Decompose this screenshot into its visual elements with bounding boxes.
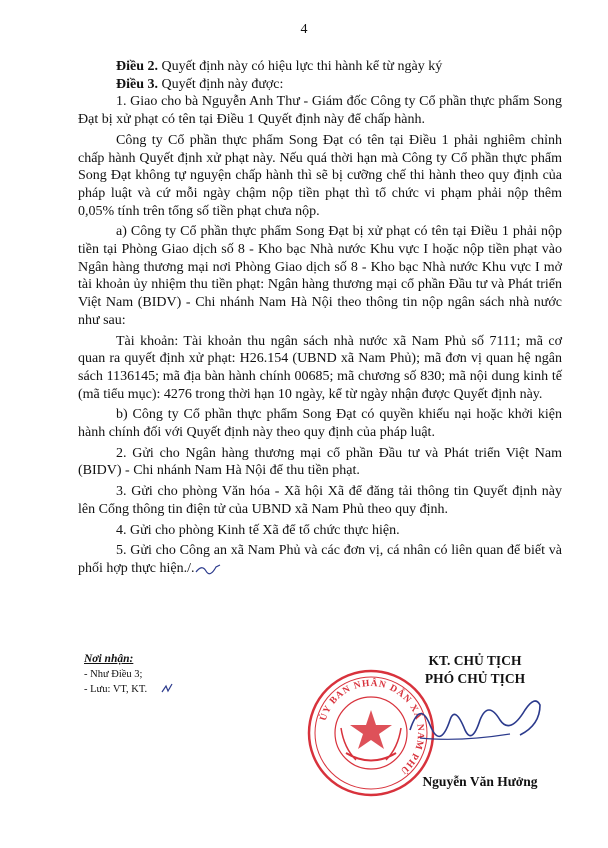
seal-text: ỦY BAN NHÂN DÂN XÃ NAM PHỦ bbox=[318, 678, 426, 776]
signer-line-2: PHÓ CHỦ TỊCH bbox=[424, 671, 526, 686]
paragraph-4: Tài khoản: Tài khoản thu ngân sách nhà nước xã Nam Phủ số 7111; mã cơ quan ra quyết định xử phạt: H26.154 (UBND xã Nam Phủ); mã đơn vị quan hệ ngân sách 1136145; mã địa bàn hành chính 00685; mã chương số 830; mã nội dung kinh tế (mã tiểu mục): 4276 trong thời hạn 10 ngày, kể từ ngày nhận được Quyết định này. bbox=[78, 333, 562, 402]
article-2-label: Điều 2. bbox=[116, 59, 158, 74]
paragraph-2: Công ty Cổ phần thực phẩm Song Đạt có tên tại Điều 1 phải nghiêm chỉnh chấp hành Quyết định xử phạt này. Nếu quá thời hạn mà Công ty Cổ phần thực phẩm Song Đạt không tự nguyện chấp hành thì sẽ bị cưỡng chế thi hành theo quy định của pháp luật và cứ mỗi ngày chậm nộp tiền phạt thì tổ chức vi phạm phải nộp thêm 0,05% tính trên tổng số tiền phạt chưa nộp. bbox=[78, 132, 562, 219]
paragraph-5: b) Công ty Cổ phần thực phẩm Song Đạt có quyền khiếu nại hoặc khởi kiện hành chính đối với Quyết định này theo quy định của pháp luật. bbox=[78, 407, 562, 441]
paragraph-3: a) Công ty Cổ phần thực phẩm Song Đạt bị xử phạt có tên tại Điều 1 phải nộp tiền tại Phòng Giao dịch số 8 - Kho bạc Nhà nước Khu vực I hoặc nộp tiền phạt vào Ngân hàng thương mại nơi Phòng Giao dịch số 8 - Kho bạc Nhà nước Khu vực I mở tài khoản ủy nhiệm thu tiền phạt: Ngân hàng thương mại cổ phần Đầu tư và Phát triển Việt Nam (BIDV) - Chi nhánh Nam Hà Nội theo thông tin nộp ngân sách nhà nước như sau: bbox=[78, 224, 562, 328]
recipients-heading: Nơi nhận: bbox=[84, 653, 134, 665]
document-body bbox=[78, 58, 562, 578]
initial-mark-icon bbox=[194, 562, 222, 576]
initial-tick-icon bbox=[160, 682, 174, 696]
signature-icon bbox=[400, 690, 550, 750]
signer-name: Nguyễn Văn Hưởng bbox=[422, 774, 538, 789]
article-2-text: Quyết định này có hiệu lực thi hành kể từ ngày ký bbox=[158, 59, 443, 74]
article-3 bbox=[78, 76, 562, 94]
article-3-label: Điều 3. bbox=[116, 76, 158, 92]
paragraph-9 bbox=[78, 542, 562, 577]
paragraph-6: 2. Gửi cho Ngân hàng thương mại cổ phần Đầu tư và Phát triển Việt Nam (BIDV) - Chi nhánh Nam Hà Nội để thu tiền phạt. bbox=[78, 445, 562, 479]
recipient-item: - Như Điều 3; bbox=[84, 669, 143, 680]
recipients-block bbox=[84, 652, 147, 697]
paragraph-1: 1. Giao cho bà Nguyễn Anh Thư - Giám đốc Công ty Cổ phần thực phẩm Song Đạt bị xử phạt có tên tại Điều 1 Quyết định này để chấp hành. bbox=[78, 94, 562, 128]
paragraph-8: 4. Gửi cho phòng Kinh tế Xã để tổ chức thực hiện. bbox=[116, 522, 400, 538]
page-number: 4 bbox=[300, 22, 308, 37]
article-3-text: Quyết định này được: bbox=[158, 76, 284, 92]
paragraph-9-text: 5. Gửi cho Công an xã Nam Phủ và các đơn vị, cá nhân có liên quan để biết và phối hợp thực hiện./. bbox=[78, 543, 562, 576]
recipient-item: - Lưu: VT, KT. bbox=[84, 684, 148, 695]
paragraph-7: 3. Gửi cho phòng Văn hóa - Xã hội Xã để đăng tải thông tin Quyết định này lên Cổng thông tin điện tử của UBND xã Nam Phủ theo quy định. bbox=[78, 484, 562, 517]
signer-line-1: KT. CHỦ TỊCH bbox=[428, 653, 522, 668]
article-2 bbox=[78, 58, 562, 76]
